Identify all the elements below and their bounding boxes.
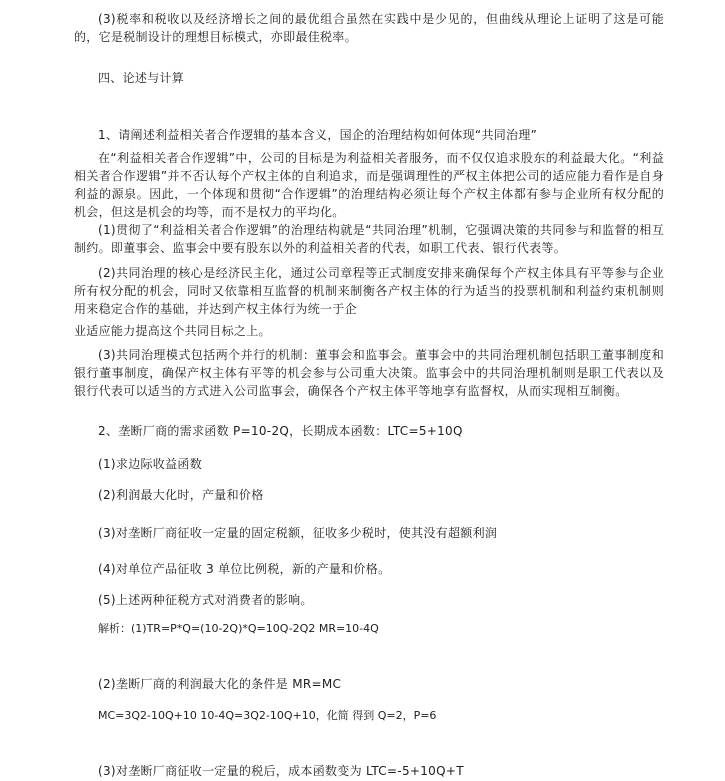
q1-paragraph-1: 在“利益相关者合作逻辑”中，公司的目标是为利益相关者服务，而不仅仅追求股东的利益最大化。“利益相关者合作逻辑”并不否认每个产权主体的自利追求，而是强调理性的严权主体把公司的适应能力看作是自身利益的源泉。因此，一个体现和贯彻“合作逻辑”的治理结构必须让每个产权主体都有参与企业所有权分配的机会，但这是机会的均等，而不是权力的平均化。 [74, 151, 664, 219]
answer-2-calculation: MC=3Q2-10Q+10 10-4Q=3Q2-10Q+10，化简 得到 Q=2，P=6 [98, 709, 437, 722]
answer-2: (2)垄断厂商的利润最大化的条件是 MR=MC [98, 677, 342, 691]
q1-paragraph-3-continued: 业适应能力提高这个共同目标之上。 [74, 324, 271, 338]
question-2-title: 2、垄断厂商的需求函数 P=10-2Q，长期成本函数：LTC=5+10Q [98, 424, 463, 438]
q2-subquestion-5: (5)上述两种征税方式对消费者的影响。 [98, 593, 313, 607]
question-1-title: 1、请阐述利益相关者合作逻辑的基本含义，国企的治理结构如何体现“共同治理” [98, 128, 538, 142]
q2-subquestion-1: (1)求边际收益函数 [98, 457, 202, 471]
paragraph-tax-rate: (3)税率和税收以及经济增长之间的最优组合虽然在实践中是少见的，但曲线从理论上证明了这是可能的，它是税制设计的理想目标模式，亦即最佳税率。 [74, 12, 664, 44]
section-title: 四、论述与计算 [98, 71, 185, 85]
answer-3: (3)对垄断厂商征收一定量的税后，成本函数变为 LTC=-5+10Q+T [98, 764, 464, 778]
q2-subquestion-3: (3)对垄断厂商征收一定量的固定税额，征收多少税时，使其没有超额利润 [98, 526, 498, 540]
q1-paragraph-2: (1)贯彻了“利益相关者合作逻辑”的治理结构就是“共同治理”机制，它强调决策的共同参与和监督的相互制约。即董事会、监事会中要有股东以外的利益相关者的代表，如职工代表、银行代表等。 [74, 223, 664, 255]
q2-subquestion-4: (4)对单位产品征收 3 单位比例税，新的产量和价格。 [98, 562, 391, 576]
answer-1: 解析：(1)TR=P*Q=(10-2Q)*Q=10Q-2Q2 MR=10-4Q [98, 622, 379, 635]
q2-subquestion-2: (2)利润最大化时，产量和价格 [98, 488, 264, 502]
q1-paragraph-3: (2)共同治理的核心是经济民主化，通过公司章程等正式制度安排来确保每个产权主体具有平等参与企业所有权分配的机会，同时又依靠相互监督的机制来制衡各产权主体的行为适当的投票机制和利益约束机制则用来稳定合作的基础，并达到产权主体行为统一于企 [74, 266, 664, 316]
q1-paragraph-4: (3)共同治理模式包括两个并行的机制：董事会和监事会。董事会中的共同治理机制包括职工董事制度和银行董事制度，确保产权主体有平等的机会参与公司重大决策。监事会中的共同治理机制则是职工代表以及银行代表可以适当的方式进入公司监事会，确保各个产权主体平等地享有监督权，从而实现相互制衡。 [74, 348, 664, 398]
